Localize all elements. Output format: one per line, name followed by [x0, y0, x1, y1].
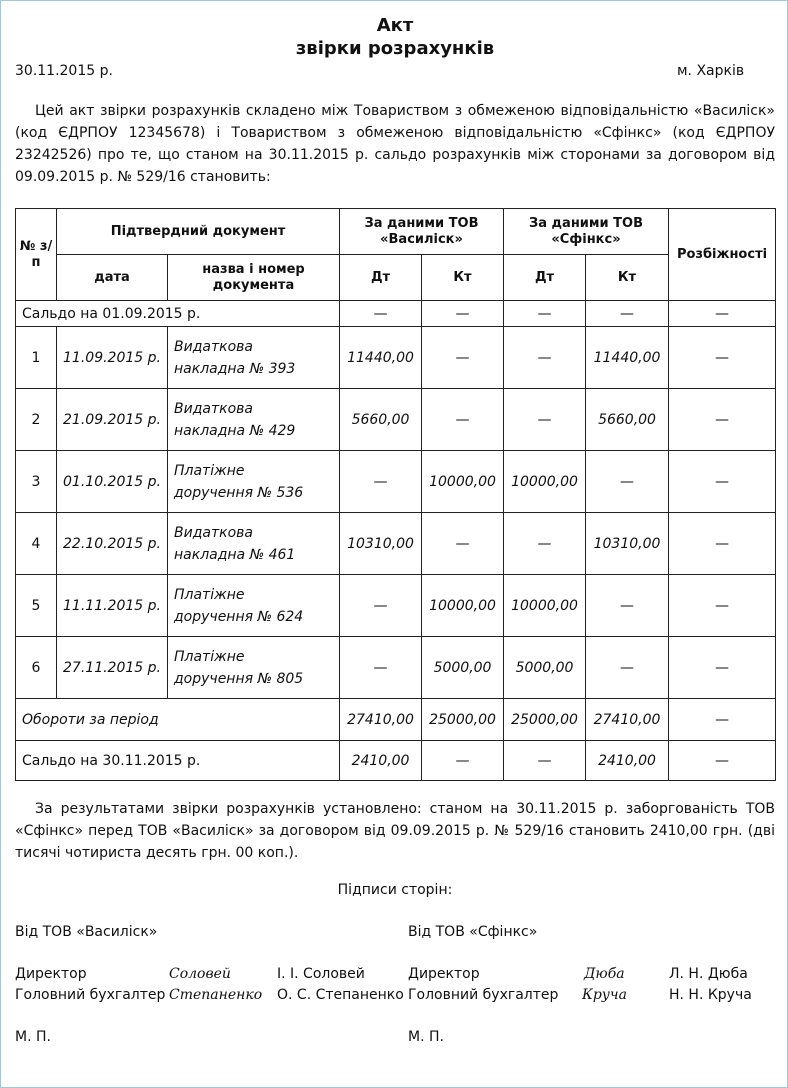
right-director-signature: Дюба [584, 966, 625, 982]
row-v-kt: — [422, 513, 504, 575]
row-v-kt: 10000,00 [422, 451, 504, 513]
document-subtitle: звірки розрахунків [295, 38, 495, 59]
right-accountant-role: Головний бухгалтер [408, 987, 559, 1003]
opening-diff: — [669, 301, 776, 327]
row-v-kt: — [422, 327, 504, 389]
left-stamp-label: М. П. [15, 1029, 51, 1045]
row-doc [168, 637, 340, 699]
turnover-row [16, 699, 776, 741]
turnover-s-dt: 25000,00 [504, 699, 586, 741]
row-diff: — [669, 637, 776, 699]
row-s-kt: 11440,00 [586, 327, 669, 389]
row-date: 27.11.2015 р. [57, 637, 168, 699]
row-v-dt: 11440,00 [340, 327, 422, 389]
left-director-name: І. І. Соловей [277, 966, 365, 982]
row-doc [168, 327, 340, 389]
row-diff: — [669, 327, 776, 389]
opening-label: Сальдо на 01.09.2015 р. [16, 301, 340, 327]
header-s-kt: Кт [586, 255, 669, 301]
row-num: 1 [16, 327, 57, 389]
row-doc [168, 575, 340, 637]
opening-s-kt: — [586, 301, 669, 327]
row-s-dt: 5000,00 [504, 637, 586, 699]
table-row [16, 451, 776, 513]
row-v-dt: 5660,00 [340, 389, 422, 451]
row-v-kt: 5000,00 [422, 637, 504, 699]
header-diff: Розбіжності [669, 209, 776, 301]
row-doc-line2: накладна № 461 [174, 546, 296, 563]
table-row [16, 389, 776, 451]
row-doc-line1: Видаткова [174, 338, 253, 355]
turnover-label: Обороти за період [16, 699, 340, 741]
table-row [16, 575, 776, 637]
table-row [16, 637, 776, 699]
right-party-label: Від ТОВ «Сфінкс» [408, 924, 538, 940]
header-v-dt: Дт [340, 255, 422, 301]
row-doc [168, 389, 340, 451]
header-sfinks: За даними ТОВ «Сфінкс» [504, 209, 669, 255]
row-diff: — [669, 451, 776, 513]
right-accountant-signature: Круча [582, 987, 627, 1003]
row-doc-line1: Видаткова [174, 400, 253, 417]
closing-s-dt: — [504, 741, 586, 781]
row-s-dt: — [504, 389, 586, 451]
table-row [16, 513, 776, 575]
header-num: № з/п [16, 209, 57, 301]
row-v-dt: — [340, 637, 422, 699]
header-vasylisk: За даними ТОВ «Василіск» [340, 209, 504, 255]
row-date: 22.10.2015 р. [57, 513, 168, 575]
row-s-kt: 5660,00 [586, 389, 669, 451]
left-accountant-name: О. С. Степаненко [277, 987, 404, 1003]
document-title: Акт [376, 15, 414, 36]
row-doc-line2: доручення № 624 [174, 608, 304, 625]
table-subheader-row [16, 255, 776, 301]
row-doc-line1: Платіжне [174, 648, 245, 665]
row-s-dt: — [504, 513, 586, 575]
right-director-role: Директор [408, 966, 480, 982]
opening-balance-row [16, 301, 776, 327]
turnover-v-dt: 27410,00 [340, 699, 422, 741]
row-s-kt: — [586, 637, 669, 699]
header-v-kt: Кт [422, 255, 504, 301]
row-v-kt: 10000,00 [422, 575, 504, 637]
row-s-dt: 10000,00 [504, 575, 586, 637]
opening-v-dt: — [340, 301, 422, 327]
row-doc [168, 513, 340, 575]
row-date: 11.11.2015 р. [57, 575, 168, 637]
row-doc-line1: Видаткова [174, 524, 253, 541]
left-accountant-role: Головний бухгалтер [15, 987, 166, 1003]
document-city: м. Харків [677, 63, 745, 79]
header-document: Підтвердний документ [57, 209, 340, 255]
closing-s-kt: 2410,00 [586, 741, 669, 781]
closing-diff: — [669, 741, 776, 781]
signatures-heading: Підписи сторін: [337, 882, 453, 898]
row-diff: — [669, 389, 776, 451]
row-v-kt: — [422, 389, 504, 451]
conclusion-paragraph: За результатами звірки розрахунків установлено: станом на 30.11.2015 р. заборгованість ТОВ «Сфінкс» перед ТОВ «Василіск» за договором від 09.09.2015 р. № 529/16 становить 2410,00 грн. (дві тисячі чотириста десять грн. 00 коп.). [15, 801, 775, 861]
reconciliation-table [15, 208, 776, 781]
row-num: 2 [16, 389, 57, 451]
row-doc-line2: доручення № 805 [174, 670, 304, 687]
intro-paragraph: Цей акт звірки розрахунків складено між Товариством з обмеженою відповідальністю «Василіск» (код ЄДРПОУ 12345678) і Товариством з обмеженою відповідальністю «Сфінкс» (код ЄДРПОУ 23242526) про те, що станом на 30.11.2015 р. сальдо розрахунків між сторонами за договором від 09.09.2015 р. № 529/16 становить: [15, 103, 775, 185]
turnover-diff: — [669, 699, 776, 741]
row-doc-line2: накладна № 429 [174, 422, 296, 439]
row-v-dt: — [340, 451, 422, 513]
row-num: 5 [16, 575, 57, 637]
row-date: 11.09.2015 р. [57, 327, 168, 389]
row-doc-line2: доручення № 536 [174, 484, 304, 501]
left-accountant-signature: Степаненко [169, 987, 263, 1003]
closing-v-kt: — [422, 741, 504, 781]
opening-v-kt: — [422, 301, 504, 327]
header-date: дата [57, 255, 168, 301]
row-s-dt: — [504, 327, 586, 389]
row-doc-line1: Платіжне [174, 462, 245, 479]
closing-v-dt: 2410,00 [340, 741, 422, 781]
closing-label: Сальдо на 30.11.2015 р. [16, 741, 340, 781]
closing-balance-row [16, 741, 776, 781]
row-v-dt: 10310,00 [340, 513, 422, 575]
row-s-kt: — [586, 451, 669, 513]
right-director-name: Л. Н. Дюба [669, 966, 748, 982]
row-diff: — [669, 575, 776, 637]
right-stamp-label: М. П. [408, 1029, 444, 1045]
row-num: 3 [16, 451, 57, 513]
table-row [16, 327, 776, 389]
left-party-label: Від ТОВ «Василіск» [15, 924, 158, 940]
turnover-s-kt: 27410,00 [586, 699, 669, 741]
right-accountant-name: Н. Н. Круча [669, 987, 752, 1003]
row-doc-line1: Платіжне [174, 586, 245, 603]
document-date: 30.11.2015 р. [15, 63, 113, 79]
row-num: 4 [16, 513, 57, 575]
row-date: 01.10.2015 р. [57, 451, 168, 513]
row-date: 21.09.2015 р. [57, 389, 168, 451]
row-s-dt: 10000,00 [504, 451, 586, 513]
header-doc-name: назва і номер документа [168, 255, 340, 301]
table-header-row [16, 209, 776, 255]
row-doc-line2: накладна № 393 [174, 360, 296, 377]
row-doc [168, 451, 340, 513]
row-v-dt: — [340, 575, 422, 637]
row-s-kt: 10310,00 [586, 513, 669, 575]
row-num: 6 [16, 637, 57, 699]
row-diff: — [669, 513, 776, 575]
left-director-role: Директор [15, 966, 87, 982]
turnover-v-kt: 25000,00 [422, 699, 504, 741]
left-director-signature: Соловей [169, 966, 231, 982]
opening-s-dt: — [504, 301, 586, 327]
header-s-dt: Дт [504, 255, 586, 301]
row-s-kt: — [586, 575, 669, 637]
